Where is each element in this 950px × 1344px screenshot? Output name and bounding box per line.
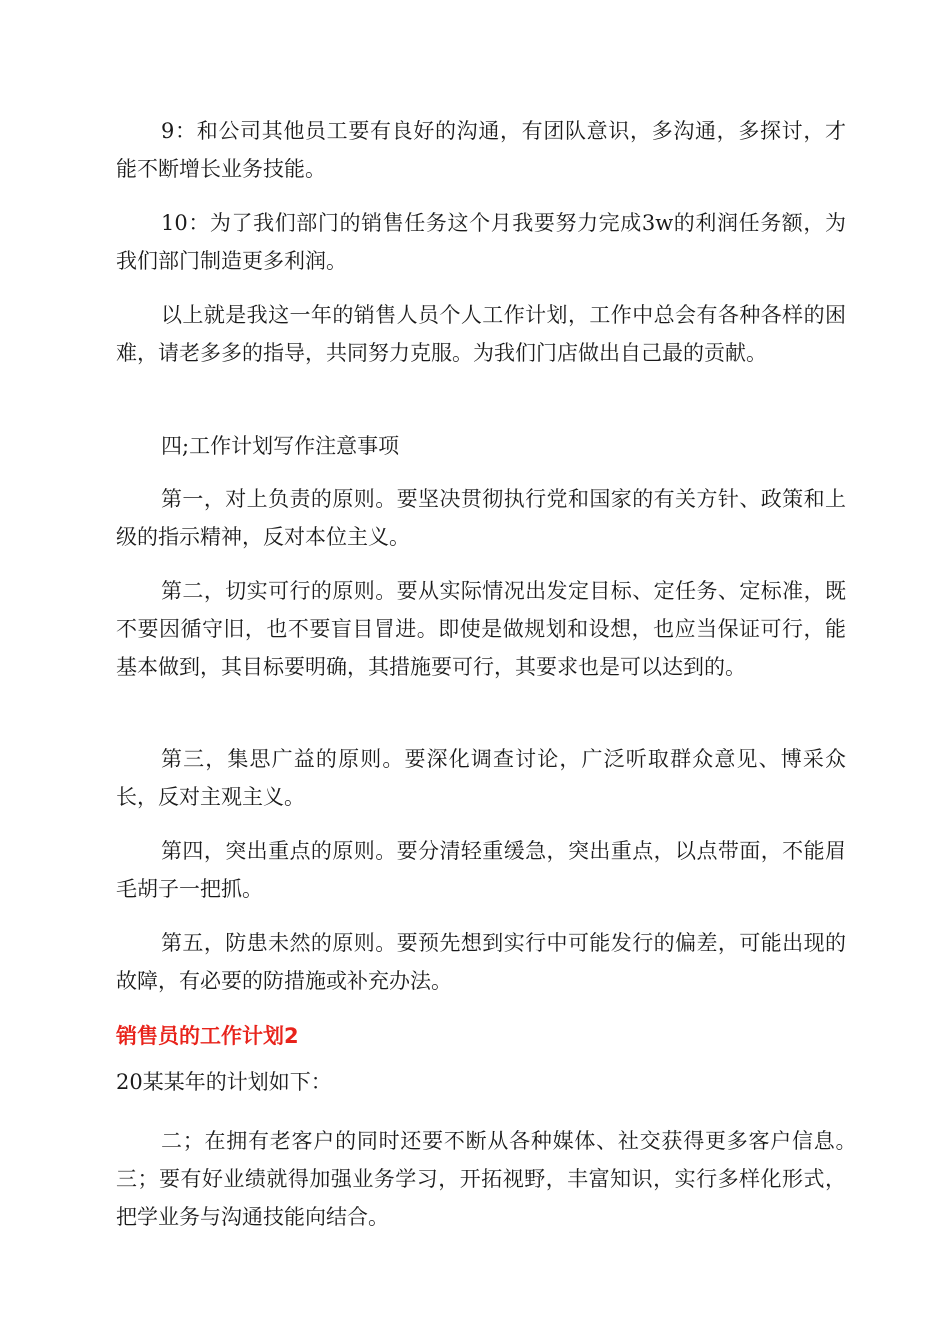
- paragraph-plan-items: 二；在拥有老客户的同时还要不断从各种媒体、社交获得更多客户信息。 三；要有好业绩就得加强业务学习，开拓视野，丰富知识，实行多样化形式，把学业务与沟通技能向结合。: [116, 1129, 867, 1229]
- paragraph-principle-5: 第五，防患未然的原则。要预先想到实行中可能发行的偏差，可能出现的故障，有必要的防措施或补充办法。: [116, 931, 846, 993]
- section-heading: 销售员的工作计划2: [116, 1024, 299, 1048]
- intro-line: 20某某年的计划如下：: [116, 1070, 332, 1094]
- paragraph-summary: 以上就是我这一年的销售人员个人工作计划，工作中总会有各种各样的困难，请老多多的指导，共同努力克服。为我们门店做出自己最的贡献。: [116, 303, 846, 365]
- paragraph-principle-1: 第一，对上负责的原则。要坚决贯彻执行党和国家的有关方针、政策和上级的指示精神，反对本位主义。: [116, 487, 846, 549]
- paragraph-principle-2: 第二，切实可行的原则。要从实际情况出发定目标、定任务、定标准，既不要因循守旧，也不要盲目冒进。即使是做规划和设想，也应当保证可行，能基本做到，其目标要明确，其措施要可行，其要求也是可以达到的。: [116, 579, 846, 679]
- paragraph-item-10: 10：为了我们部门的销售任务这个月我要努力完成3w的利润任务额，为我们部门制造更多利润。: [116, 211, 846, 273]
- paragraph-principle-3: 第三，集思广益的原则。要深化调查讨论，广泛听取群众意见、博采众长，反对主观主义。: [116, 747, 846, 809]
- paragraph-item-9: 9：和公司其他员工要有良好的沟通，有团队意识，多沟通，多探讨，才能不断增长业务技能。: [116, 119, 846, 181]
- paragraph-subheading-notes: 四;工作计划写作注意事项: [161, 434, 400, 458]
- paragraph-principle-4: 第四，突出重点的原则。要分清轻重缓急，突出重点，以点带面，不能眉毛胡子一把抓。: [116, 839, 846, 901]
